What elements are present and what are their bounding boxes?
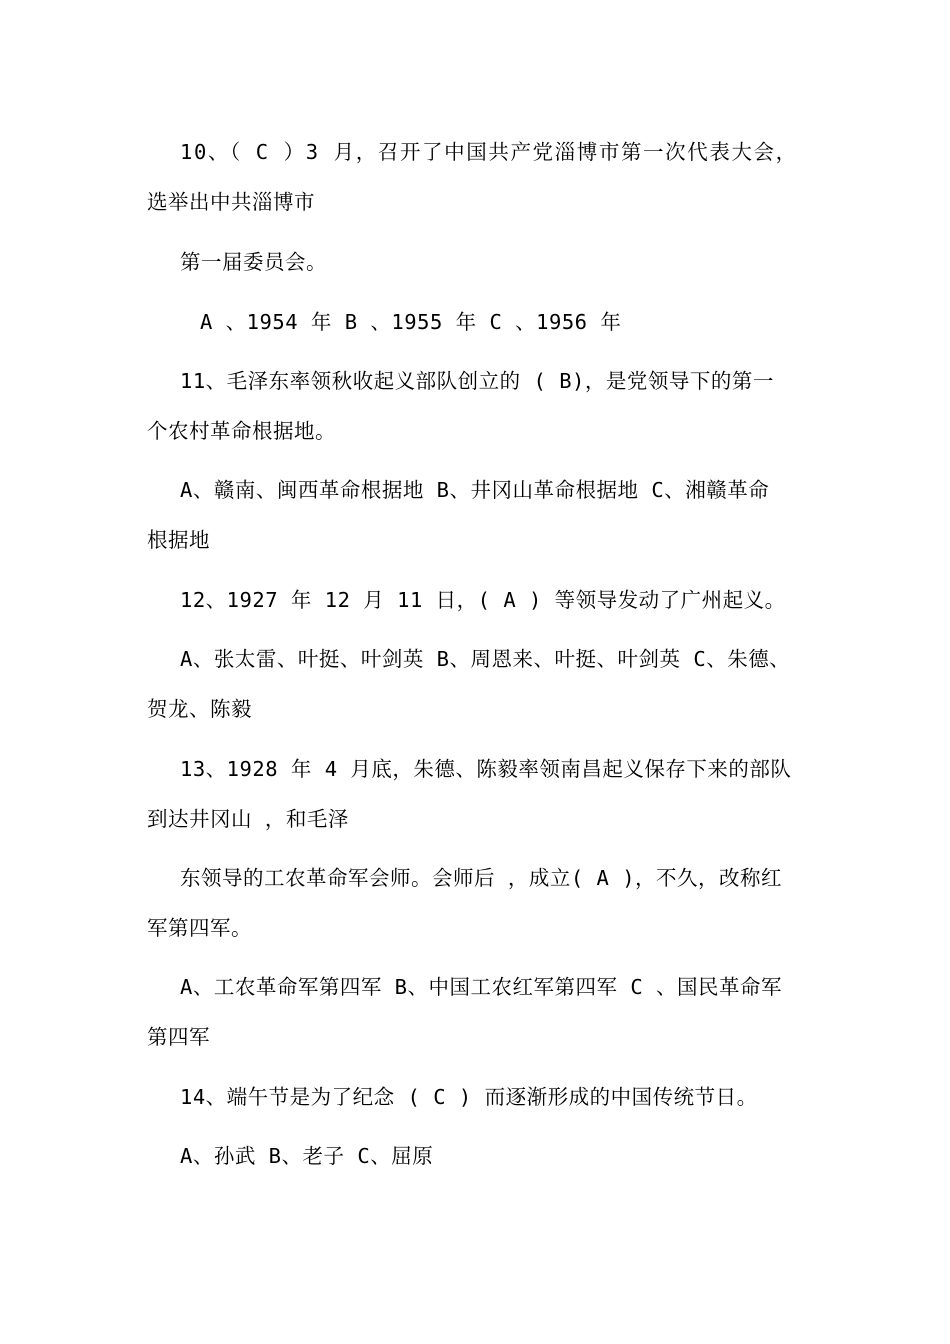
- q12-line-1: 12、1927 年 12 月 11 日，( A ) 等领导发动了广州起义。: [180, 588, 786, 612]
- q11-options-line-1: A、赣南、闽西革命根据地 B、井冈山革命根据地 C、湘赣革命: [180, 478, 770, 502]
- q13-line-1: 13、1928 年 4 月底，朱德、陈毅率领南昌起义保存下来的部队: [180, 757, 792, 781]
- q11-line-2: 个农村革命根据地。: [147, 419, 336, 443]
- q12-options-line-1: A、张太雷、叶挺、叶剑英 B、周恩来、叶挺、叶剑英 C、朱德、: [180, 647, 791, 671]
- q13-options-line-2: 第四军: [147, 1025, 210, 1049]
- q10-options: A 、1954 年 B 、1955 年 C 、1956 年: [200, 310, 622, 334]
- q11-line-1: 11、毛泽东率领秋收起义部队创立的 ( B)，是党领导下的第一: [180, 369, 774, 393]
- q11-options-line-2: 根据地: [147, 528, 210, 552]
- q10-line-1: 10、（ C ）3 月，召开了中国共产党淄博市第一次代表大会，: [180, 140, 798, 164]
- q13-line-4: 军第四军。: [147, 916, 252, 940]
- q12-options-line-2: 贺龙、陈毅: [147, 697, 252, 721]
- q10-line-3: 第一届委员会。: [180, 250, 327, 274]
- q14-options: A、孙武 B、老子 C、屈原: [180, 1144, 434, 1168]
- q10-line-2: 选举出中共淄博市: [147, 190, 315, 214]
- q14-line-1: 14、端午节是为了纪念 ( C ) 而逐渐形成的中国传统节日。: [180, 1085, 758, 1109]
- q13-line-2: 到达井冈山 ，和毛泽: [147, 807, 349, 831]
- q13-line-3: 东领导的工农革命军会师。会师后 ，成立( A )，不久，改称红: [180, 866, 783, 890]
- q13-options-line-1: A、工农革命军第四军 B、中国工农红军第四军 C 、国民革命军: [180, 975, 783, 999]
